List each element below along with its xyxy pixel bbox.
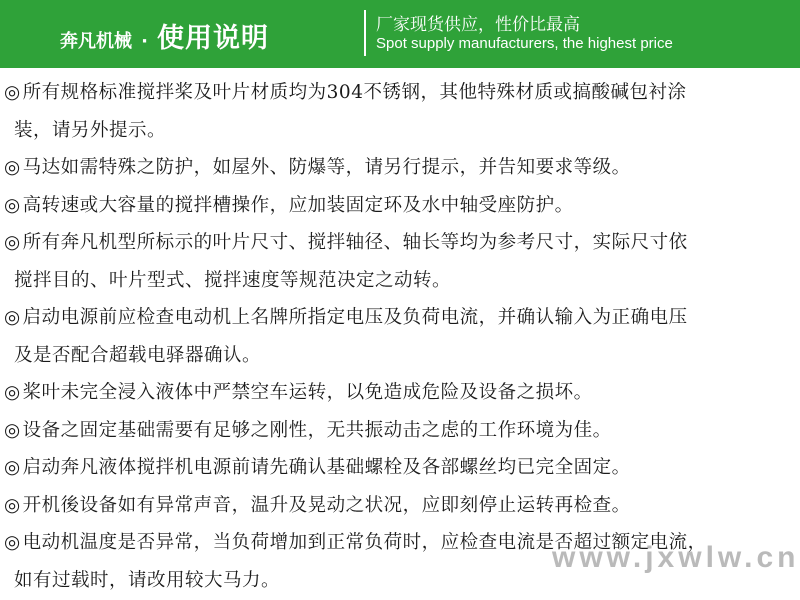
bullet-icon: ◎ [4, 232, 21, 253]
note-text: 电动机温度是否异常，当负荷增加到正常负荷时，应检查电流是否超过额定电流， [22, 532, 707, 553]
note-text: 启动奔凡液体搅拌机电源前请先确认基础螺栓及各部螺丝均已完全固定。 [22, 457, 631, 478]
brand-name: 奔凡机械 [60, 31, 132, 52]
list-item [4, 74, 796, 149]
slogan-english: Spot supply manufacturers, the highest price [376, 35, 673, 52]
note-text: 所有奔凡机型所标示的叶片尺寸、搅拌轴径、轴长等均为参考尺寸，实际尺寸依 [22, 232, 688, 253]
bullet-icon: ◎ [4, 382, 21, 403]
bullet-icon: ◎ [4, 419, 21, 441]
page-title: 使用说明 [157, 23, 270, 54]
note-text: 高转速或大容量的搅拌槽操作，应加装固定环及水中轴受座防护。 [22, 194, 574, 216]
note-text-continued: 如有过载时，请改用较大马力。 [14, 569, 281, 591]
bullet-icon: ◎ [4, 157, 21, 178]
list-item [4, 449, 796, 487]
note-text-continued: 装，请另外提示。 [14, 119, 167, 141]
list-item [4, 487, 796, 525]
list-item [4, 412, 796, 450]
note-text-continued: 搅拌目的、叶片型式、搅拌速度等规范决定之动转。 [14, 269, 452, 291]
banner-divider [364, 10, 366, 56]
list-item [4, 187, 796, 225]
usage-notes-list [4, 74, 796, 599]
bullet-icon: ◎ [4, 82, 21, 103]
note-text: 桨叶未完全浸入液体中严禁空车运转，以免造成危险及设备之损坏。 [22, 382, 593, 403]
bullet-icon: ◎ [4, 457, 21, 478]
slogan-chinese: 厂家现货供应，性价比最高 [376, 15, 580, 35]
bullet-icon: ◎ [4, 532, 21, 553]
note-text: 启动电源前应检查电动机上名牌所指定电压及负荷电流，并确认输入为正确电压 [22, 307, 688, 328]
banner [0, 0, 800, 68]
note-text: 开机後设备如有异常声音，温升及晃动之状况，应即刻停止运转再检查。 [22, 494, 631, 516]
site-watermark: www.jxwlw.cn [552, 541, 800, 574]
bullet-icon: ◎ [4, 194, 21, 216]
list-item [4, 149, 796, 187]
banner-title [60, 16, 269, 55]
note-text-continued: 及是否配合超载电驿器确认。 [14, 344, 262, 366]
note-text: 所有规格标准搅拌桨及叶片材质均为304不锈钢，其他特殊材质或搞酸碱包衬涂 [22, 82, 687, 103]
bullet-icon: ◎ [4, 307, 21, 328]
bullet-icon: ◎ [4, 494, 21, 516]
list-item [4, 299, 796, 374]
title-separator: · [141, 31, 148, 52]
note-text: 设备之固定基础需要有足够之刚性，无共振动击之虑的工作环境为佳。 [22, 419, 612, 441]
list-item [4, 224, 796, 299]
list-item [4, 374, 796, 412]
note-text: 马达如需特殊之防护，如屋外、防爆等，请另行提示，并告知要求等级。 [22, 157, 631, 178]
